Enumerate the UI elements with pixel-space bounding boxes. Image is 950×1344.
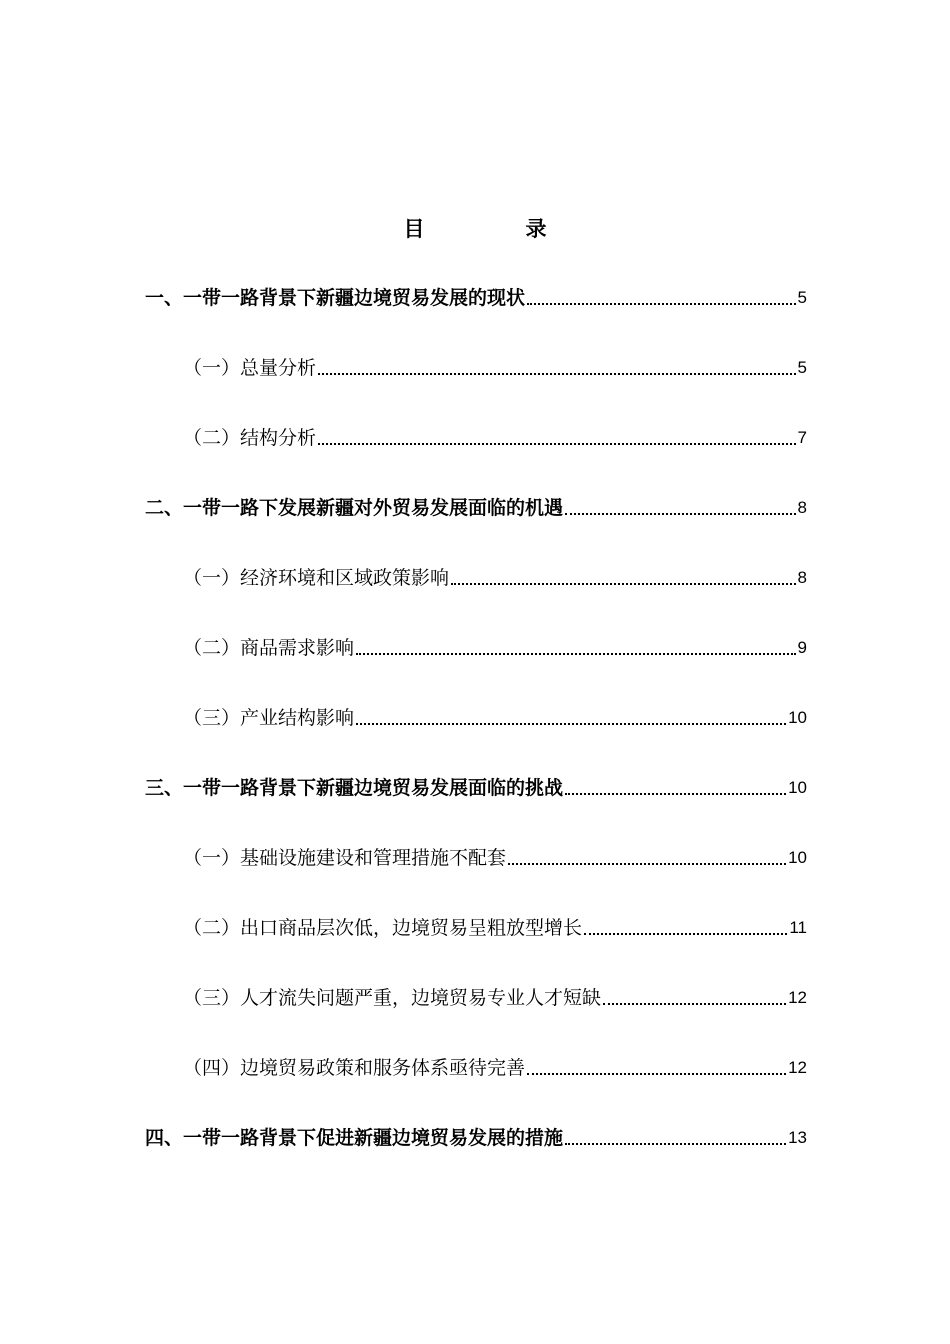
dot-leader <box>318 373 796 375</box>
dot-leader <box>603 1003 786 1005</box>
toc-entry-label: 一、一带一路背景下新疆边境贸易发展的现状 <box>145 287 526 309</box>
dot-leader <box>508 863 786 865</box>
toc-entry[interactable] <box>183 913 807 943</box>
toc-entry-label: （三）产业结构影响 <box>183 707 355 729</box>
dot-leader <box>584 933 787 935</box>
toc-entry[interactable] <box>145 773 807 803</box>
toc-entry-page: 7 <box>797 428 807 447</box>
dot-leader <box>451 583 796 585</box>
toc-entry-page: 12 <box>788 1058 807 1077</box>
toc-entry-page: 8 <box>797 498 807 517</box>
toc-entry-label: （二）商品需求影响 <box>183 637 355 659</box>
toc-entry[interactable] <box>183 353 807 383</box>
toc-entry-page: 9 <box>797 638 807 657</box>
toc-entry-label: （二）出口商品层次低，边境贸易呈粗放型增长 <box>183 917 583 939</box>
toc-entry[interactable] <box>183 843 807 873</box>
toc-entry[interactable] <box>145 493 807 523</box>
dot-leader <box>527 1073 786 1075</box>
toc-entry-label: 三、一带一路背景下新疆边境贸易发展面临的挑战 <box>145 777 564 799</box>
page-title: 目 录 <box>403 217 587 241</box>
dot-leader <box>565 793 786 795</box>
dot-leader <box>565 1143 786 1145</box>
dot-leader <box>527 303 796 305</box>
toc-entry[interactable] <box>145 1123 807 1153</box>
toc-entry-label: 二、一带一路下发展新疆对外贸易发展面临的机遇 <box>145 497 564 519</box>
toc-entry-label: （一）经济环境和区域政策影响 <box>183 567 450 589</box>
toc-entry[interactable] <box>183 1053 807 1083</box>
toc-entry-page: 13 <box>788 1128 807 1147</box>
toc-entry-page: 10 <box>788 778 807 797</box>
toc-entry[interactable] <box>183 703 807 733</box>
dot-leader <box>318 443 796 445</box>
toc-entry[interactable] <box>183 633 807 663</box>
toc-entry[interactable] <box>183 983 807 1013</box>
toc-entry-page: 10 <box>788 848 807 867</box>
toc-entry-label: （三）人才流失问题严重，边境贸易专业人才短缺 <box>183 987 602 1009</box>
toc-entry-page: 5 <box>797 358 807 377</box>
toc-entry-page: 8 <box>797 568 807 587</box>
toc-entry[interactable] <box>183 423 807 453</box>
toc-entry-page: 12 <box>788 988 807 1007</box>
dot-leader <box>356 723 786 725</box>
toc-entry-label: （二）结构分析 <box>183 427 317 449</box>
toc-entry[interactable] <box>183 563 807 593</box>
toc-entry-page: 5 <box>797 288 807 307</box>
dot-leader <box>356 653 796 655</box>
toc-entry-page: 11 <box>789 918 807 937</box>
dot-leader <box>565 513 796 515</box>
toc-entry-page: 10 <box>788 708 807 727</box>
toc-entry-label: 四、一带一路背景下促进新疆边境贸易发展的措施 <box>145 1127 564 1149</box>
toc-entry[interactable] <box>145 283 807 313</box>
toc-entry-label: （四）边境贸易政策和服务体系亟待完善 <box>183 1057 526 1079</box>
toc-entry-label: （一）总量分析 <box>183 357 317 379</box>
toc-entry-label: （一）基础设施建设和管理措施不配套 <box>183 847 507 869</box>
